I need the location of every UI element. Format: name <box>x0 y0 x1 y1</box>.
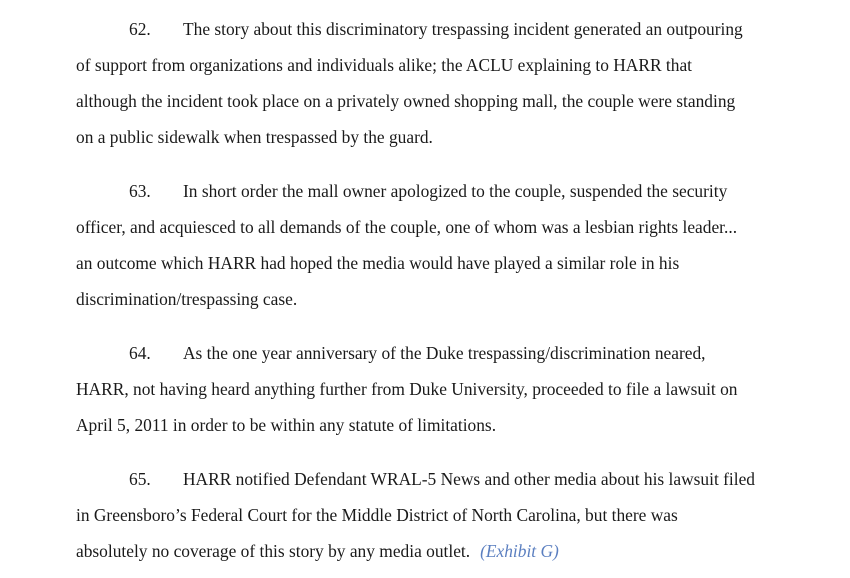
paragraph-line: HARR, not having heard anything further from Duke University, proceeded to file a lawsuit on <box>76 379 738 399</box>
paragraph-line: April 5, 2011 in order to be within any statute of limitations. <box>76 415 497 435</box>
paragraph-line: in Greensboro’s Federal Court for the Middle District of North Carolina, but there was <box>76 505 678 525</box>
paragraph-text: The story about this discriminatory trespassing incident generated an outpouring <box>183 19 743 39</box>
paragraph-line <box>76 540 559 562</box>
paragraph-line <box>129 18 743 40</box>
paragraph-line: an outcome which HARR had hoped the media would have played a similar role in his <box>76 253 680 273</box>
paragraph-number: 64. <box>129 343 151 363</box>
paragraph-line: discrimination/trespassing case. <box>76 289 298 309</box>
exhibit-reference: (Exhibit G) <box>480 541 559 561</box>
paragraph-text: absolutely no coverage of this story by any media outlet. <box>76 541 471 561</box>
paragraph-line: officer, and acquiesced to all demands of the couple, one of whom was a lesbian rights leader... <box>76 217 738 237</box>
paragraph-line: although the incident took place on a privately owned shopping mall, the couple were standing <box>76 91 736 111</box>
paragraph-number: 65. <box>129 469 151 489</box>
paragraph-text: In short order the mall owner apologized to the couple, suspended the security <box>183 181 728 201</box>
paragraph-line: on a public sidewalk when trespassed by the guard. <box>76 127 433 147</box>
paragraph-number: 63. <box>129 181 151 201</box>
paragraph-text: As the one year anniversary of the Duke trespassing/discrimination neared, <box>183 343 706 363</box>
paragraph-number: 62. <box>129 19 151 39</box>
paragraph-line <box>129 342 706 364</box>
paragraph-text: HARR notified Defendant WRAL-5 News and other media about his lawsuit filed <box>183 469 755 489</box>
paragraph-line <box>129 468 755 490</box>
paragraph-line: of support from organizations and individuals alike; the ACLU explaining to HARR that <box>76 55 692 75</box>
paragraph-line <box>129 180 727 202</box>
